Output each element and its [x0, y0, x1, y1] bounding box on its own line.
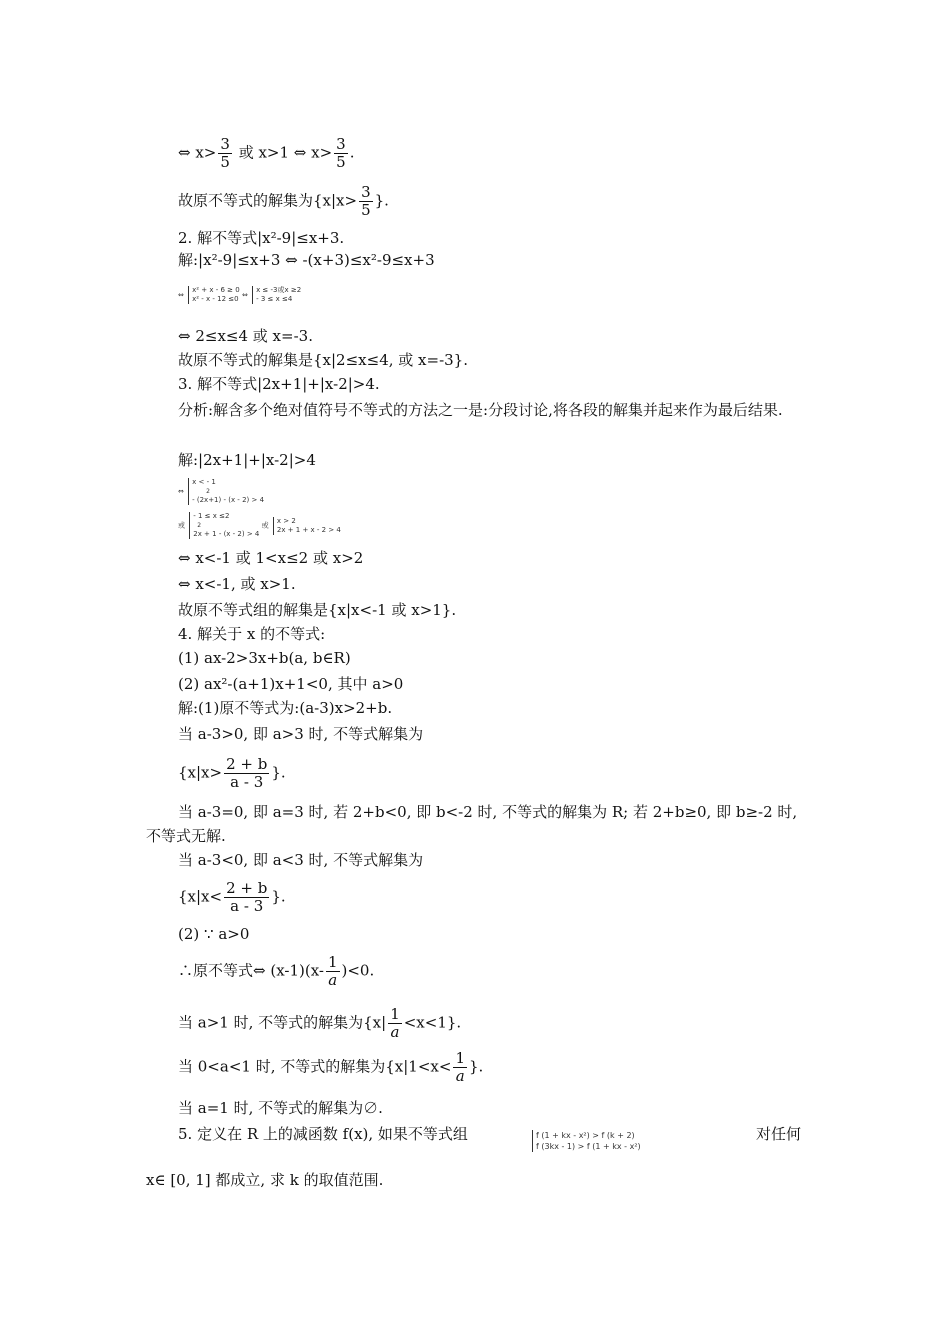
- case-line: 当 a-3<0, 即 a<3 时, 不等式解集为: [178, 851, 424, 869]
- question-5-text: 5. 定义在 R 上的减函数 f(x), 如果不等式组: [178, 1125, 468, 1143]
- question-5-text-tail: 对任何: [756, 1125, 802, 1143]
- fraction: $\frac{1}{a}$: [327, 953, 338, 989]
- question-4-part-2: (2) ax²-(a+1)x+1<0, 其中 a>0: [178, 675, 404, 693]
- solution-set: {x|x> $\frac{2 + b}{a - 3}$ }.: [178, 755, 286, 791]
- question-2-solution: 解:|x²-9|≤x+3 ⇔ -(x+3)≤x²-9≤x+3: [178, 251, 435, 269]
- inequality-system: 或 - 1 ≤ x ≤2 2 2x + 1 - (x - 2) > 4 或 x > 2 2x + 1 + x - 2 > 4: [178, 512, 341, 538]
- question-4-part-1: (1) ax-2>3x+b(a, b∈R): [178, 649, 351, 667]
- inequality-system: ⇔ x² + x - 6 ≥ 0 x² - x - 12 ≤0 ⇔ x ≤ -3或x ≥2 - 3 ≤ x ≤4: [178, 286, 302, 303]
- question-4-solution: 解:(1)原不等式为:(a-3)x>2+b.: [178, 699, 393, 717]
- case-line: 当 a>1 时, 不等式的解集为{x| $\frac{1}{a}$ <x<1}.: [178, 1005, 462, 1041]
- solution-line: ⇔ 2≤x≤4 或 x=-3.: [178, 327, 313, 345]
- solution-line: ⇔ x<-1, 或 x>1.: [178, 575, 296, 593]
- inequality-system: ⇔ x < - 1 2 - (2x+1) - (x - 2) > 4: [178, 478, 265, 504]
- question-3-title: 3. 解不等式|2x+1|+|x-2|>4.: [178, 375, 380, 393]
- question-4-title: 4. 解关于 x 的不等式:: [178, 625, 326, 643]
- question-5-text-line-2: x∈ [0, 1] 都成立, 求 k 的取值范围.: [146, 1171, 384, 1189]
- case-line: 当 0<a<1 时, 不等式的解集为{x|1<x< $\frac{1}{a}$ }.: [178, 1049, 484, 1085]
- fraction: $\frac{1}{a}$: [455, 1049, 465, 1085]
- solution-line: (2) ∵ a>0: [178, 925, 250, 943]
- analysis-paragraph: 分析:解含多个绝对值符号不等式的方法之一是:分段讨论,将各段的解集并起来作为最后结果.: [178, 401, 783, 419]
- case-line: 当 a-3>0, 即 a>3 时, 不等式解集为: [178, 725, 424, 743]
- fraction: $\frac{2 + b}{a - 3}$: [226, 879, 268, 915]
- question-2-title: 2. 解不等式|x²-9|≤x+3.: [178, 229, 345, 247]
- fraction: $\frac{3}{5}$: [220, 135, 230, 171]
- case-line: 当 a=1 时, 不等式的解集为∅.: [178, 1099, 383, 1117]
- fraction: $\frac{2 + b}{a - 3}$: [226, 755, 268, 791]
- solution-set: 故原不等式的解集是{x|2≤x≤4, 或 x=-3}.: [178, 351, 468, 369]
- fraction: $\frac{3}{5}$: [336, 135, 346, 171]
- solution-set: {x|x< $\frac{2 + b}{a - 3}$ }.: [178, 879, 286, 915]
- inequality-system: f (1 + kx - x²) > f (k + 2) f (3kx - 1) > f (1 + kx - x²): [530, 1130, 641, 1152]
- solution-set: 故原不等式组的解集是{x|x<-1 或 x>1}.: [178, 601, 457, 619]
- case-paragraph: 当 a-3=0, 即 a=3 时, 若 2+b<0, 即 b<-2 时, 不等式的解集为 R; 若 2+b≥0, 即 b≥-2 时, 不等式无解.: [146, 803, 798, 845]
- question-3-solution: 解:|2x+1|+|x-2|>4: [178, 451, 316, 469]
- solution-line: ∴原不等式⇔ (x-1)(x- $\frac{1}{a}$ )<0.: [178, 953, 375, 989]
- fraction: $\frac{3}{5}$: [361, 183, 371, 219]
- solution-line: ⇔ x<-1 或 1<x≤2 或 x>2: [178, 549, 364, 567]
- solution-set: 故原不等式的解集为{x|x> $\frac{3}{5}$ }.: [178, 183, 389, 219]
- fraction: $\frac{1}{a}$: [390, 1005, 400, 1041]
- solution-line: ⇔ x> $\frac{3}{5}$ 或 x>1 ⇔ x> $\frac{3}{5}$ .: [178, 135, 355, 171]
